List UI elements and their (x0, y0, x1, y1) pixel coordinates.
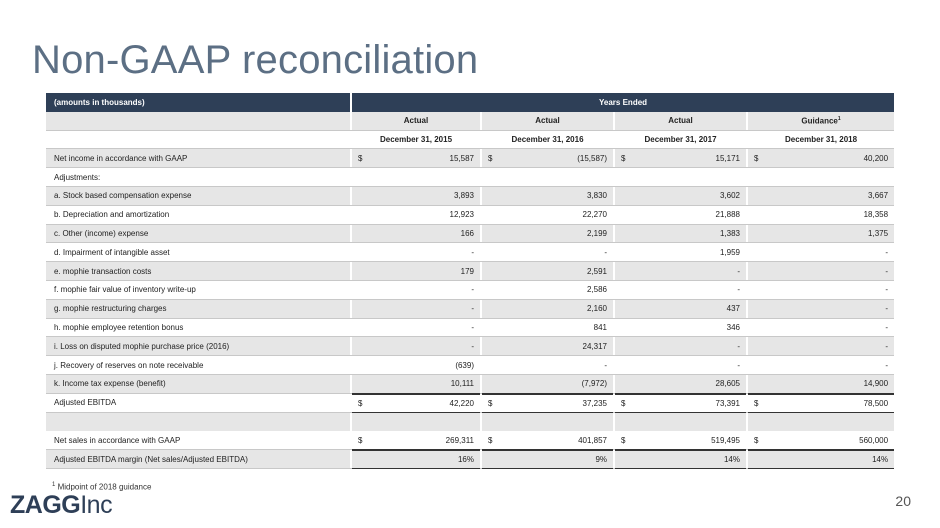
date-label: December 31, 2018 (748, 131, 894, 150)
cell-value: 10,111 (380, 375, 480, 394)
page-title: Non-GAAP reconciliation (32, 38, 479, 82)
currency-symbol (615, 243, 643, 262)
currency-symbol (748, 281, 776, 300)
row-label: k. Income tax expense (benefit) (46, 375, 350, 394)
cell-value: 1,959 (643, 243, 746, 262)
cell-value: 14,900 (776, 375, 894, 394)
currency-symbol: $ (482, 149, 510, 168)
cell-value: 3,602 (643, 187, 746, 206)
currency-symbol (748, 319, 776, 338)
cell-value: - (380, 281, 480, 300)
cell-value: - (776, 243, 894, 262)
cell-value: 73,391 (643, 394, 746, 413)
cell-value: 22,270 (510, 206, 613, 225)
currency-symbol (482, 413, 510, 432)
cell-value: - (380, 243, 480, 262)
currency-symbol (352, 187, 380, 206)
cell-value: 37,235 (510, 394, 613, 413)
cell-value: 40,200 (776, 149, 894, 168)
years-ended-label: Years Ended (352, 93, 894, 112)
cell-value: - (643, 337, 746, 356)
currency-symbol (352, 243, 380, 262)
period-row (46, 112, 894, 131)
currency-symbol (482, 450, 510, 469)
cell-value: 3,893 (380, 187, 480, 206)
table-header-row (46, 93, 894, 112)
currency-symbol (615, 206, 643, 225)
amounts-label: (amounts in thousands) (46, 93, 350, 112)
currency-symbol (352, 337, 380, 356)
table-row (46, 337, 894, 356)
date-label: December 31, 2016 (482, 131, 613, 150)
currency-symbol: $ (748, 394, 776, 413)
row-label: Adjustments: (46, 168, 350, 187)
table-row (46, 450, 894, 469)
currency-symbol (615, 356, 643, 375)
cell-value: 3,667 (776, 187, 894, 206)
cell-value: 16% (380, 450, 480, 469)
currency-symbol (748, 187, 776, 206)
currency-symbol (748, 225, 776, 244)
cell-value: 1,375 (776, 225, 894, 244)
cell-value: 9% (510, 450, 613, 469)
cell-value: 437 (643, 300, 746, 319)
reconciliation-table (46, 93, 894, 469)
currency-symbol (482, 225, 510, 244)
row-label: d. Impairment of intangible asset (46, 243, 350, 262)
date-row (46, 131, 894, 150)
currency-symbol (748, 375, 776, 394)
currency-symbol (748, 300, 776, 319)
table-row (46, 413, 894, 432)
currency-symbol: $ (615, 394, 643, 413)
currency-symbol: $ (352, 394, 380, 413)
table-row (46, 281, 894, 300)
period-label: Actual (482, 112, 613, 131)
currency-symbol (748, 262, 776, 281)
cell-value: 560,000 (776, 431, 894, 450)
period-label: Actual (352, 112, 480, 131)
currency-symbol (615, 168, 643, 187)
cell-value: 18,358 (776, 206, 894, 225)
cell-value: 3,830 (510, 187, 613, 206)
cell-value: - (643, 281, 746, 300)
cell-value (380, 413, 480, 432)
row-label: b. Depreciation and amortization (46, 206, 350, 225)
currency-symbol (352, 319, 380, 338)
currency-symbol (748, 206, 776, 225)
row-label: Net sales in accordance with GAAP (46, 431, 350, 450)
currency-symbol (748, 243, 776, 262)
cell-value: - (776, 300, 894, 319)
cell-value: 2,160 (510, 300, 613, 319)
cell-value: - (510, 243, 613, 262)
cell-value: 12,923 (380, 206, 480, 225)
currency-symbol: $ (352, 431, 380, 450)
table-row (46, 375, 894, 394)
cell-value: 15,587 (380, 149, 480, 168)
cell-value (643, 413, 746, 432)
currency-symbol: $ (748, 431, 776, 450)
currency-symbol (615, 375, 643, 394)
cell-value: - (643, 262, 746, 281)
cell-value: 28,605 (643, 375, 746, 394)
cell-value: - (380, 337, 480, 356)
table-row (46, 243, 894, 262)
cell-value: 1,383 (643, 225, 746, 244)
currency-symbol (615, 337, 643, 356)
table-row (46, 356, 894, 375)
row-label: h. mophie employee retention bonus (46, 319, 350, 338)
cell-value (510, 168, 613, 187)
currency-symbol (352, 281, 380, 300)
currency-symbol (748, 168, 776, 187)
currency-symbol: $ (482, 431, 510, 450)
date-label: December 31, 2017 (615, 131, 746, 150)
currency-symbol (482, 356, 510, 375)
row-label: f. mophie fair value of inventory write-up (46, 281, 350, 300)
row-label: g. mophie restructuring charges (46, 300, 350, 319)
currency-symbol (482, 262, 510, 281)
cell-value: - (776, 262, 894, 281)
table-row (46, 149, 894, 168)
row-label (46, 413, 350, 432)
cell-value: - (510, 356, 613, 375)
currency-symbol (352, 356, 380, 375)
table-row (46, 300, 894, 319)
cell-value: - (776, 337, 894, 356)
cell-value: 14% (643, 450, 746, 469)
cell-value: 2,199 (510, 225, 613, 244)
currency-symbol (482, 281, 510, 300)
table-row (46, 168, 894, 187)
table-row (46, 225, 894, 244)
cell-value: (639) (380, 356, 480, 375)
cell-value: - (776, 356, 894, 375)
row-label: Net income in accordance with GAAP (46, 149, 350, 168)
table-row (46, 319, 894, 338)
cell-value: 269,311 (380, 431, 480, 450)
cell-value: 2,591 (510, 262, 613, 281)
table-row (46, 187, 894, 206)
cell-value (776, 168, 894, 187)
currency-symbol (352, 225, 380, 244)
currency-symbol (352, 262, 380, 281)
cell-value: 2,586 (510, 281, 613, 300)
table-row (46, 431, 894, 450)
cell-value: 401,857 (510, 431, 613, 450)
period-label: Actual (615, 112, 746, 131)
currency-symbol (482, 319, 510, 338)
currency-symbol (615, 319, 643, 338)
cell-value: 519,495 (643, 431, 746, 450)
currency-symbol (615, 413, 643, 432)
cell-value: - (776, 281, 894, 300)
date-label: December 31, 2015 (352, 131, 480, 150)
cell-value: 21,888 (643, 206, 746, 225)
currency-symbol (352, 168, 380, 187)
currency-symbol (748, 450, 776, 469)
cell-value: 841 (510, 319, 613, 338)
currency-symbol (482, 337, 510, 356)
cell-value (776, 413, 894, 432)
currency-symbol (748, 413, 776, 432)
cell-value: - (380, 300, 480, 319)
page-number: 20 (895, 493, 911, 509)
cell-value: - (643, 356, 746, 375)
currency-symbol (352, 413, 380, 432)
currency-symbol: $ (615, 149, 643, 168)
period-label: Guidance$^1$ (748, 112, 894, 131)
currency-symbol (615, 281, 643, 300)
footnote: $^1$ Midpoint of 2018 guidance (52, 482, 152, 492)
cell-value: - (776, 319, 894, 338)
company-logo: ZAGGInc (10, 491, 113, 519)
currency-symbol (482, 300, 510, 319)
row-label: e. mophie transaction costs (46, 262, 350, 281)
table-row (46, 206, 894, 225)
cell-value: 42,220 (380, 394, 480, 413)
cell-value (643, 168, 746, 187)
cell-value: 179 (380, 262, 480, 281)
currency-symbol (748, 337, 776, 356)
cell-value: (15,587) (510, 149, 613, 168)
currency-symbol (482, 375, 510, 394)
cell-value: 14% (776, 450, 894, 469)
currency-symbol (352, 450, 380, 469)
row-label: j. Recovery of reserves on note receivable (46, 356, 350, 375)
table-row (46, 394, 894, 413)
cell-value: 24,317 (510, 337, 613, 356)
cell-value: - (380, 319, 480, 338)
currency-symbol (352, 375, 380, 394)
currency-symbol (615, 300, 643, 319)
cell-value (380, 168, 480, 187)
currency-symbol (615, 262, 643, 281)
currency-symbol (482, 187, 510, 206)
cell-value: 78,500 (776, 394, 894, 413)
cell-value: 346 (643, 319, 746, 338)
currency-symbol: $ (352, 149, 380, 168)
row-label: a. Stock based compensation expense (46, 187, 350, 206)
cell-value: 166 (380, 225, 480, 244)
currency-symbol: $ (482, 394, 510, 413)
currency-symbol (482, 168, 510, 187)
currency-symbol (482, 243, 510, 262)
currency-symbol (352, 300, 380, 319)
currency-symbol (482, 206, 510, 225)
cell-value: (7,972) (510, 375, 613, 394)
cell-value (510, 413, 613, 432)
currency-symbol: $ (615, 431, 643, 450)
table-row (46, 262, 894, 281)
row-label: Adjusted EBITDA margin (Net sales/Adjusted EBITDA) (46, 450, 350, 469)
currency-symbol: $ (748, 149, 776, 168)
row-label: i. Loss on disputed mophie purchase price (2016) (46, 337, 350, 356)
currency-symbol (352, 206, 380, 225)
cell-value: 15,171 (643, 149, 746, 168)
row-label: c. Other (income) expense (46, 225, 350, 244)
row-label: Adjusted EBITDA (46, 394, 350, 413)
currency-symbol (615, 450, 643, 469)
currency-symbol (748, 356, 776, 375)
currency-symbol (615, 187, 643, 206)
currency-symbol (615, 225, 643, 244)
